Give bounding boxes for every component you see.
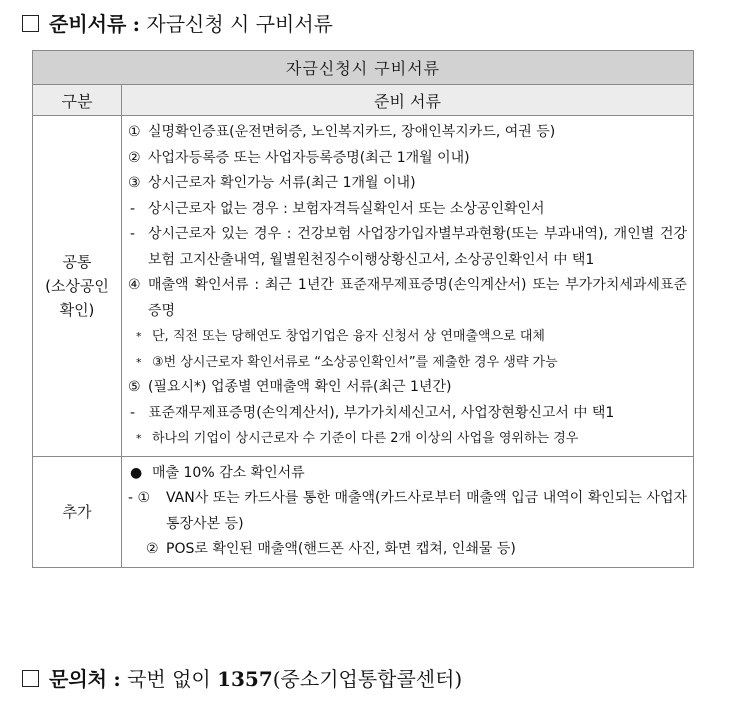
item-text: 사업자등록증 또는 사업자등록증명(최근 1개월 이내) [148,149,470,166]
contact-suffix: (중소기업통합콜센터) [272,667,463,691]
item-marker: * [136,355,142,369]
category-line: (소상공인 [45,276,109,295]
item-marker: * [136,432,142,445]
item-text: VAN사 또는 카드사를 통한 매출액(카드사로부터 매출액 입금 내역이 확인되는 사업자 통장사본 등) [166,490,687,532]
list-item [128,537,687,563]
list-item [128,120,687,146]
item-text: POS로 확인된 매출액(핸드폰 사진, 화면 캡쳐, 인쇄물 등) [166,541,516,557]
documents-additional [122,456,694,567]
column-header-documents: 준비 서류 [122,85,694,116]
category-additional [33,456,122,567]
item-marker: ③ [128,175,141,191]
list-item [128,146,687,172]
item-text: 단, 직전 또는 당해연도 창업기업은 융자 신청서 상 연매출액으로 대체 [152,329,545,344]
item-text: 상시근로자 확인가능 서류(최근 1개월 이내) [148,175,416,191]
list-item [128,375,687,401]
heading-text: 자금신청 시 구비서류 [146,12,333,36]
table-row-common [33,116,694,457]
contact-prefix: 국번 없이 [127,667,211,691]
contact-label: 문의처 [49,667,107,691]
item-marker: ④ [128,277,141,293]
item-text: 상시근로자 있는 경우 : 건강보험 사업장가입자별부과현황(또는 부과내역), 개인별 건강보험 고지산출내역, 월별원천징수이행상황신고서, 소상공인확인서 中 택1 [148,226,687,268]
item-marker: - [130,226,136,242]
item-text: (필요시*) 업종별 연매출액 확인 서류(최근 1년간) [148,379,452,395]
item-text: 상시근로자 없는 경우 : 보험자격득실확인서 또는 소상공인확인서 [148,200,545,217]
item-text: 실명확인증표(운전면허증, 노인복지카드, 장애인복지카드, 여권 등) [148,124,556,140]
documents-common [122,116,694,457]
item-marker: * [136,330,142,343]
item-marker: ⑤ [128,379,141,395]
item-marker: - [130,200,136,217]
list-item [128,350,687,376]
bullet-icon: ● [130,464,143,481]
category-common [33,116,122,457]
list-item [128,426,687,452]
section-heading-contact [22,666,462,692]
list-item [128,401,687,427]
item-text: 매출 10% 감소 확인서류 [152,464,305,481]
item-marker: - [130,404,136,421]
item-marker: ① [128,124,141,140]
list-item [128,171,687,197]
item-marker: ② [146,541,159,557]
item-text: ③번 상시근로자 확인서류로 “소상공인확인서”를 제출한 경우 생략 가능 [152,354,558,370]
category-line: 추가 [62,502,92,521]
table-title: 자금신청시 구비서류 [33,51,694,85]
contact-number: 1357 [217,667,273,691]
heading-label: 준비서류 [49,12,127,36]
documents-table [32,50,694,568]
list-item [128,486,687,537]
checkbox-square-icon [22,15,39,32]
column-header-category: 구분 [33,85,122,116]
item-text: 하나의 기업이 상시근로자 수 기준이 다른 2개 이상의 사업을 영위하는 경우 [152,431,579,446]
list-item [128,461,687,487]
list-item [128,324,687,350]
list-item [128,222,687,273]
table-row-additional [33,456,694,567]
category-line: 공통 [62,252,92,271]
item-marker: - ① [128,490,151,506]
item-marker: ② [128,149,141,166]
contact-separator: : [113,667,121,691]
section-heading-documents [22,11,333,37]
item-text: 매출액 확인서류 : 최근 1년간 표준재무제표증명(손익계산서) 또는 부가가치세과세표준증명 [148,277,687,319]
checkbox-square-icon [22,670,39,687]
item-text: 표준재무제표증명(손익계산서), 부가가치세신고서, 사업장현황신고서 中 택1 [148,404,615,421]
category-line: 확인) [59,300,95,319]
list-item [128,197,687,223]
heading-separator: : [132,12,141,36]
list-item [128,273,687,324]
